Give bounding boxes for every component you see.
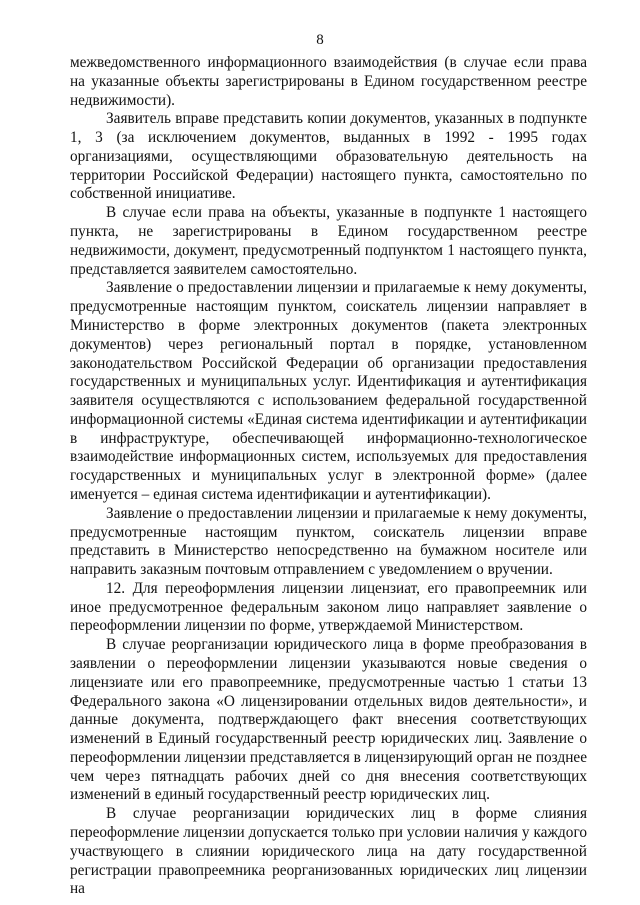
paragraph-merger: В случае реорганизации юридических лиц в форме слияния переоформление лицензии допускается только при условии наличия у каждого участвующего в слиянии юридического лица на дату государственной регистрации правопреемника реорганизованных юридических лиц лицензии на: [70, 805, 587, 898]
paragraph-applicant-copies: Заявитель вправе представить копии документов, указанных в подпункте 1, 3 (за исключением документов, выданных в 1992 - 1995 годах организациями, осуществляющими образовательную деятельность на территории Российской Федерации) настоящего пункта, самостоятельно по собственной инициативе.: [70, 110, 587, 203]
paragraph-item-12: 12. Для переоформления лицензии лицензиат, его правопреемник или иное предусмотренное федеральным законом лицо направляет заявление о переоформлении лицензии по форме, утверждаемой Министерством.: [70, 579, 587, 635]
paragraph-unregistered-rights: В случае если права на объекты, указанные в подпункте 1 настоящего пункта, не зарегистрированы в Едином государственном реестре недвижимости, документ, предусмотренный подпунктом 1 настоящего пункта, представляется заявителем самостоятельно.: [70, 204, 587, 278]
document-body: [70, 54, 587, 899]
paragraph-interagency-cont: межведомственного информационного взаимодействия (в случае если права на указанные объекты зарегистрированы в Едином государственном реестре недвижимости).: [70, 54, 587, 109]
paragraph-electronic-submission: Заявление о предоставлении лицензии и прилагаемые к нему документы, предусмотренные настоящим пунктом, соискатель лицензии направляет в Министерство в форме электронных документов (пакета электронных документов) через региональный портал в порядке, установленном законодательством Российской Федерации об организации предоставления государственных и муниципальных услуг. Идентификация и аутентификация заявителя осуществляются с использованием федеральной государственной информационной системы «Единая система идентификации и аутентификации в инфраструктуре, обеспечивающей информационно-технологическое взаимодействие информационных систем, используемых для предоставления государственных и муниципальных услуг в электронной форме» (далее именуется – единая система идентификации и аутентификации).: [70, 279, 587, 503]
paragraph-paper-submission: Заявление о предоставлении лицензии и прилагаемые к нему документы, предусмотренные настоящим пунктом, соискатель лицензии вправе представить в Министерство непосредственно на бумажном носителе или направить заказным почтовым отправлением с уведомлением о вручении.: [70, 504, 587, 579]
paragraph-transformation: В случае реорганизации юридического лица в форме преобразования в заявлении о переоформлении лицензии указываются новые сведения о лицензиате или его правопреемнике, предусмотренные частью 1 статьи 13 Федерального закона «О лицензировании отдельных видов деятельности», и данные документа, подтверждающего факт внесения соответствующих изменений в Единый государственный реестр юридических лиц. Заявление о переоформлении лицензии представляется в лицензирующий орган не позднее чем через пятнадцать рабочих дней со дня внесения соответствующих изменений в единый государственный реестр юридических лиц.: [70, 636, 587, 804]
page-number: 8: [316, 32, 324, 48]
